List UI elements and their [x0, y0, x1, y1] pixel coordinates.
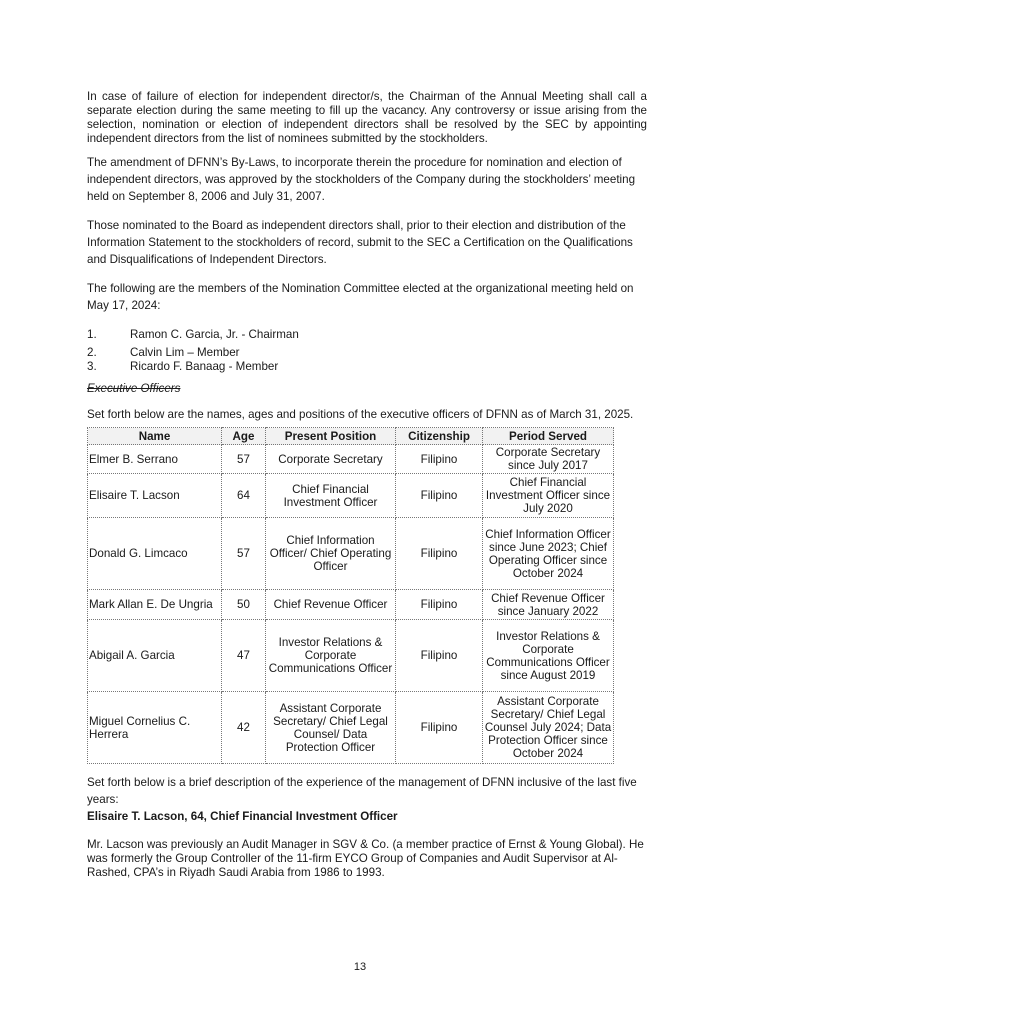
table-row: [88, 474, 614, 518]
table-row: [88, 620, 614, 692]
paragraph-independent-election: In case of failure of election for independent director/s, the Chairman of the Annual Meeting shall call a separate election during the same meeting to fill up the vacancy. Any controversy or issue arising from the selection, nomination or election of independent directors shall be resolved by the SEC by appointing independent directors from the list of nominees submitted by the stockholders.: [87, 90, 647, 145]
list-item: [87, 346, 647, 360]
officer-position: Chief Revenue Officer: [266, 590, 396, 620]
officer-period: Corporate Secretary since July 2017: [483, 445, 614, 474]
officer-age: 47: [222, 620, 266, 692]
column-header-name: Name: [88, 428, 222, 445]
officer-citizenship: Filipino: [396, 518, 483, 590]
officer-citizenship: Filipino: [396, 692, 483, 764]
list-number: 1.: [87, 328, 97, 341]
officer-period: Chief Financial Investment Officer since July 2020: [483, 474, 614, 518]
list-text: Calvin Lim – Member: [130, 346, 240, 359]
paragraph-bylaws-amendment: The amendment of DFNN’s By-Laws, to incorporate therein the procedure for nomination and election of independent directors, was approved by the stockholders of the Company during the stockholders’ meeting held on September 8, 2006 and July 31, 2007.: [87, 156, 636, 203]
paragraph-nomination-committee: The following are the members of the Nomination Committee elected at the organizational meeting held on May 17, 2024:: [87, 282, 634, 312]
list-item: [87, 360, 647, 374]
column-header-citizenship: Citizenship: [396, 428, 483, 445]
officer-citizenship: Filipino: [396, 474, 483, 518]
table-row: [88, 590, 614, 620]
officer-citizenship: Filipino: [396, 590, 483, 620]
officer-name: Elmer B. Serrano: [88, 445, 222, 474]
officer-citizenship: Filipino: [396, 445, 483, 474]
list-number: 2.: [87, 346, 97, 359]
officer-position: Chief Financial Investment Officer: [266, 474, 396, 518]
list-item: [87, 328, 647, 342]
table-row: [88, 692, 614, 764]
document-page: [87, 90, 647, 880]
list-number: 3.: [87, 360, 97, 373]
list-text: Ramon C. Garcia, Jr. - Chairman: [130, 328, 299, 341]
officer-period: Chief Information Officer since June 2023; Chief Operating Officer since October 2024: [483, 518, 614, 590]
nomination-committee-list: [87, 328, 647, 374]
column-header-period: Period Served: [483, 428, 614, 445]
officer-name: Abigail A. Garcia: [88, 620, 222, 692]
table-row: [88, 518, 614, 590]
officer-age: 64: [222, 474, 266, 518]
officer-age: 57: [222, 518, 266, 590]
officer-age: 50: [222, 590, 266, 620]
officer-period: Chief Revenue Officer since January 2022: [483, 590, 614, 620]
column-header-age: Age: [222, 428, 266, 445]
officer-name: Donald G. Limcaco: [88, 518, 222, 590]
executive-officers-heading: Executive Officers: [87, 382, 181, 395]
officer-position: Chief Information Officer/ Chief Operating Officer: [266, 518, 396, 590]
officer-position: Investor Relations & Corporate Communications Officer: [266, 620, 396, 692]
table-header-row: [88, 428, 614, 445]
officer-period: Investor Relations & Corporate Communications Officer since August 2019: [483, 620, 614, 692]
officer-position: Assistant Corporate Secretary/ Chief Legal Counsel/ Data Protection Officer: [266, 692, 396, 764]
officer-citizenship: Filipino: [396, 620, 483, 692]
executive-officers-intro: Set forth below are the names, ages and positions of the executive officers of DFNN as of March 31, 2025.: [87, 408, 634, 421]
officer-age: 42: [222, 692, 266, 764]
officer-age: 57: [222, 445, 266, 474]
officer-name: Elisaire T. Lacson: [88, 474, 222, 518]
paragraph-certification: Those nominated to the Board as independent directors shall, prior to their election and distribution of the Information Statement to the stockholders of record, submit to the SEC a Certification on the Qualifications and Disqualifications of Independent Directors.: [87, 219, 633, 266]
page-number: 13: [353, 961, 367, 973]
management-intro: Set forth below is a brief description of the experience of the management of DFNN inclusive of the last five years:: [87, 776, 637, 806]
officer-period: Assistant Corporate Secretary/ Chief Legal Counsel July 2024; Data Protection Officer since October 2024: [483, 692, 614, 764]
list-text: Ricardo F. Banaag - Member: [130, 360, 279, 373]
officer-position: Corporate Secretary: [266, 445, 396, 474]
bio-heading: Elisaire T. Lacson, 64, Chief Financial Investment Officer: [87, 810, 398, 823]
bio-paragraph: Mr. Lacson was previously an Audit Manager in SGV & Co. (a member practice of Ernst & Young Global). He was formerly the Group Controller of the 11-firm EYCO Group of Companies and Audit Supervisor at Al-Rashed, CPA’s in Riyadh Saudi Arabia from 1986 to 1993.: [87, 838, 644, 879]
executive-officers-table: [87, 427, 614, 764]
officer-name: Miguel Cornelius C. Herrera: [88, 692, 222, 764]
officer-name: Mark Allan E. De Ungria: [88, 590, 222, 620]
table-row: [88, 445, 614, 474]
column-header-position: Present Position: [266, 428, 396, 445]
